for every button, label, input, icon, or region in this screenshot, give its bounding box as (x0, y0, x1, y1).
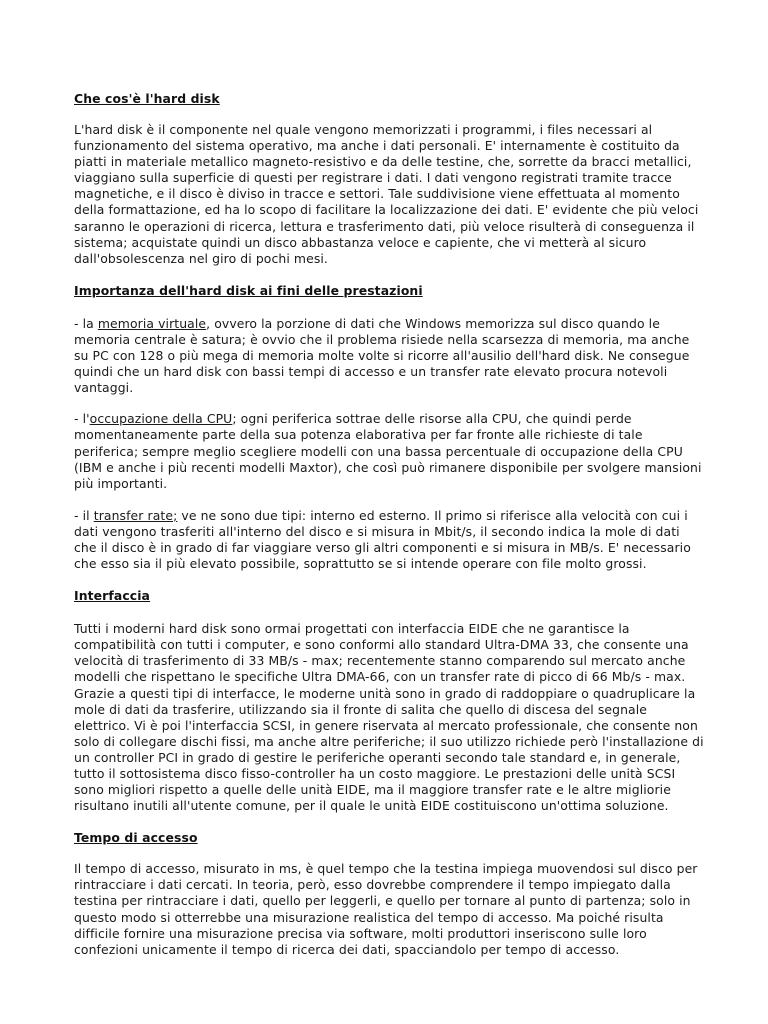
document-page (74, 91, 704, 958)
item-prefix: - la (74, 315, 98, 331)
paragraph-hard-disk-definition: L'hard disk è il componente nel quale vengono memorizzati i programmi, i files necessari al funzionamento del sistema operativo, ma anche i dati personali. E' internamente è costituito da piatti in materiale metallico magneto-resistivo e da delle testine, che, sorrette da bracci metallici, viaggiano sulla superficie di questi per registrare i dati. I dati vengono registrati tramite tracce magnetiche, e il disco è diviso in tracce e settori. Tale suddivisione viene effettuata al momento della formattazione, ed ha lo scopo di facilitare la localizzazione dei dati. E' evidente che più veloci saranno le operazioni di ricerca, lettura e trasferimento dati, più veloce risulterà di conseguenza il sistema; acquistate quindi un disco abbastanza veloce e capiente, che vi metterà al sicuro dall'obsolescenza nel giro di pochi mesi. (74, 122, 699, 266)
item-prefix: - il (74, 507, 94, 523)
item-text: ; ogni periferica sottrae delle risorse alla CPU, che quindi perde momentaneamente parte della sua potenza elaborativa per far fronte alle richieste di tale periferica; sempre meglio scegliere modelli con una bassa percentuale di occupazione della CPU (IBM e anche i più recenti modelli Maxtor), che così può rimanere disponibile per svolgere mansioni più importanti. (74, 411, 702, 491)
term-transfer-rate: transfer rate; (93, 507, 178, 523)
term-virtual-memory: memoria virtuale (97, 315, 207, 331)
heading-importance-performance: Importanza dell'hard disk ai fini delle prestazioni (74, 282, 423, 298)
heading-access-time: Tempo di accesso (74, 830, 198, 846)
heading-what-is-hard-disk: Che cos'è l'hard disk (74, 91, 220, 106)
paragraph-transfer-rate (74, 508, 704, 572)
paragraph-virtual-memory (74, 316, 704, 396)
paragraph-interface: Tutti i moderni hard disk sono ormai progettati con interfaccia EIDE che ne garantisce la compatibilità con tutti i computer, e sono conformi allo standard Ultra-DMA 33, che consente una velocità di trasferimento di 33 MB/s - max; recentemente stanno comparendo sul mercato anche modelli che rispettano le specifiche Ultra DMA-66, con un transfer rate di picco di 66 Mb/s - max. Grazie a questi tipi di interfacce, le moderne unità sono in grado di raddoppiare o quadruplicare la mole di dati da trasferire, utilizzando sia il fronte di salita che quello di discesa del segnale elettrico. Vi è poi l'interfaccia SCSI, in genere riservata al mercato professionale, che consente non solo di collegare dischi fissi, ma anche altre periferiche; il suo utilizzo richiede però l'installazione di un controller PCI in grado di gestire le periferiche operanti secondo tale standard e, in generale, tutto il sottosistema disco fisso-controller ha un costo maggiore. Le prestazioni delle unità SCSI sono migliori rispetto a quelle delle unità EIDE, ma il maggiore transfer rate e le altre migliorie risultano inutili all'utente comune, per il quale le unità EIDE costituiscono un'ottima soluzione. (74, 621, 704, 814)
item-prefix: - l' (74, 411, 90, 427)
term-cpu-usage: occupazione della CPU (89, 411, 233, 427)
paragraph-cpu-usage (74, 411, 704, 491)
heading-interface: Interfaccia (74, 588, 151, 604)
paragraph-access-time: Il tempo di accesso, misurato in ms, è quel tempo che la testina impiega muovendosi sul disco per rintracciare i dati cercati. In teoria, però, esso dovrebbe comprendere il tempo impiegato dalla testina per rintracciare i dati, quello per leggerli, e quello per tornare al punto di partenza; solo in questo modo si otterrebbe una misurazione realistica del tempo di accesso. Ma poiché risulta difficile fornire una misurazione precisa via software, molti produttori inseriscono sulle loro confezioni unicamente il tempo di ricerca dei dati, spacciandolo per tempo di accesso. (74, 861, 698, 957)
item-text: , ovvero la porzione di dati che Windows memorizza sul disco quando le memoria centrale è satura; è ovvio che il problema risiede nella scarsezza di memoria, ma anche su PC con 128 o più mega di memoria molte volte si ricorre all'ausilio dell'hard disk. Ne consegue quindi che un hard disk con bassi tempi di accesso e un transfer rate elevato procura notevoli vantaggi. (74, 315, 690, 396)
item-text: ve ne sono due tipi: interno ed esterno. Il primo si riferisce alla velocità con cui i dati vengono trasferiti all'interno del disco e si misura in Mbit/s, il secondo indica la mole di dati che il disco è in grado di far viaggiare verso gli altri componenti e si misura in MB/s. E' necessario che esso sia il più elevato possibile, soprattutto se si intende operare con file molto grossi. (74, 507, 691, 572)
